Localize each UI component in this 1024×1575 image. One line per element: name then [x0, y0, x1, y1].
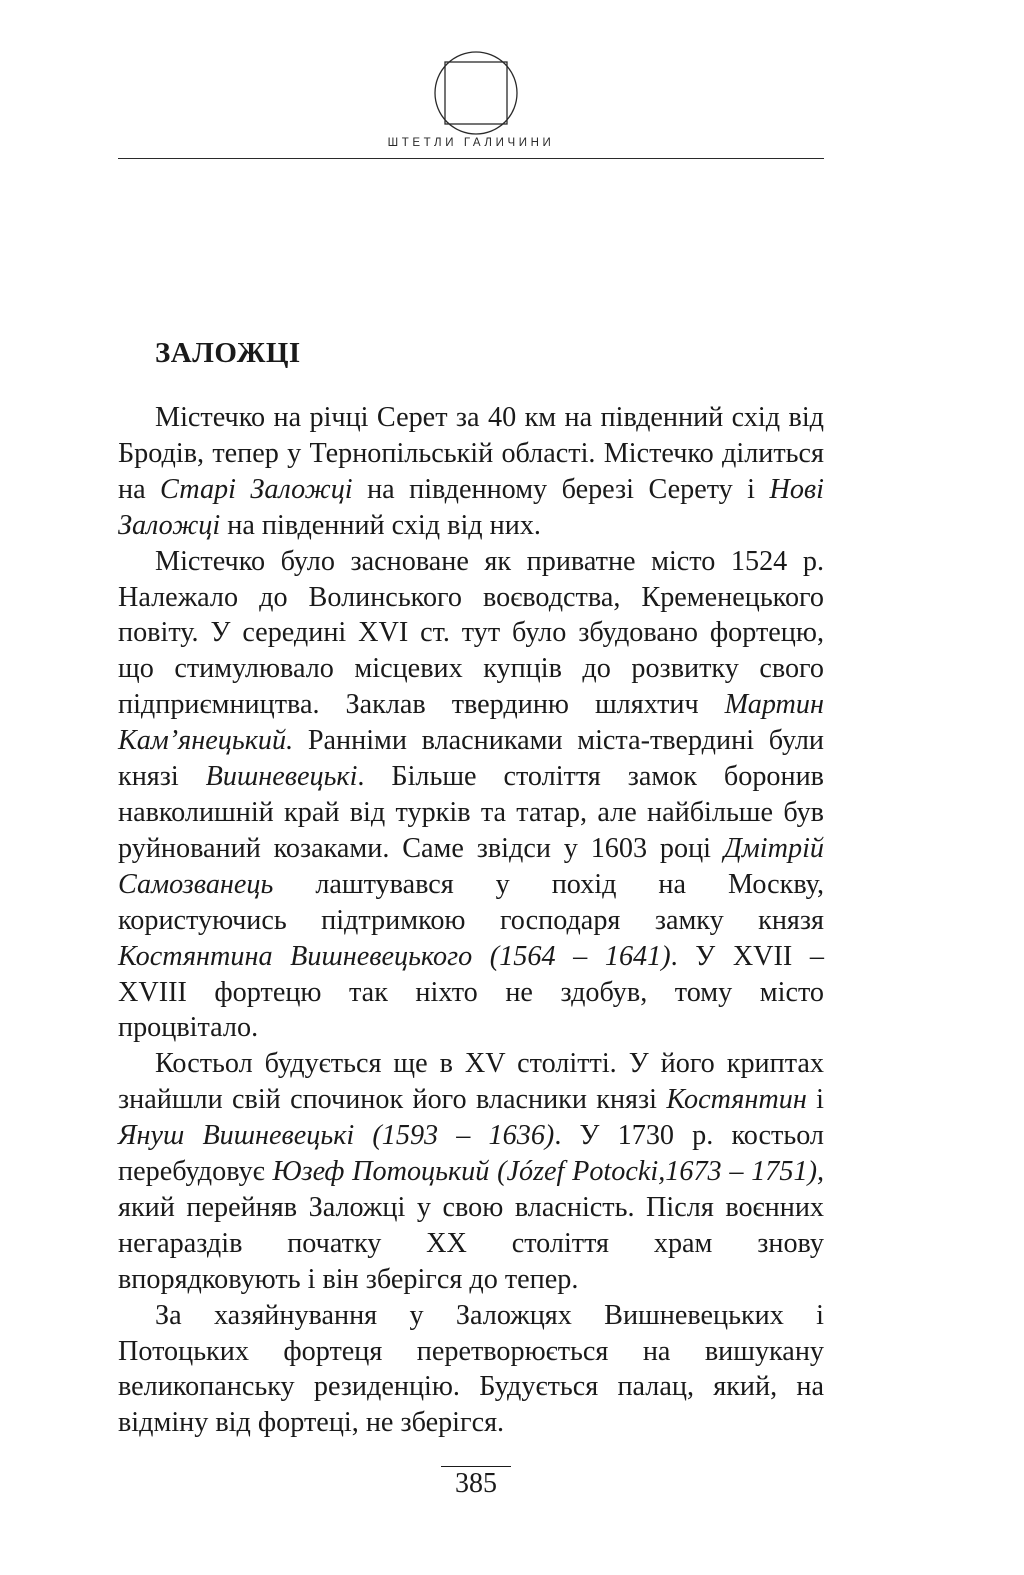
- text-run: і: [806, 1084, 824, 1116]
- text-run: Містечко на річці Серет за 40 км на південний схід від Бродів, тепер у Тернопільській області. Містечко ділиться на: [118, 402, 824, 505]
- person-name: Юзеф Потоцький (Józef Potocki,1673 – 1751),: [272, 1156, 824, 1188]
- place-name: Старі Заложці: [160, 473, 353, 505]
- person-name: Дмітрій Самозванець: [118, 832, 824, 900]
- text-run: який перейняв Заложці у свою власність. Після воєнних негараздів початку XX століття храм знову впорядковують і він зберігся до тепер.: [118, 1191, 824, 1295]
- text-run: . Більше століття замок боронив навколишній край від турків та татар, але найбільше був руйнований козаками. Саме звідси у 1603 році: [118, 761, 824, 864]
- paragraph: [118, 1046, 824, 1297]
- paragraph: [118, 544, 824, 1047]
- place-name: Нові Заложці: [118, 473, 824, 541]
- text-run: Костьол будується ще в XV столітті. У його криптах знайшли свій спочинок його власники князі: [118, 1048, 824, 1116]
- person-name: Януш Вишневецькі (1593 – 1636): [118, 1120, 555, 1152]
- paragraph: [118, 400, 824, 544]
- paragraph: [118, 1298, 824, 1442]
- article-body: [118, 400, 824, 1441]
- text-run: За хазяйнування у Заложцях Вишневецьких і Потоцьких фортеця перетворюється на вишукану великопанську резиденцію. Будується палац, який, на відміну від фортеці, не зберігся.: [118, 1299, 824, 1439]
- header-rule: [118, 158, 824, 159]
- page-number: 385: [441, 1466, 511, 1501]
- person-name: Вишневецькі: [205, 761, 358, 793]
- text-run: на південний схід від них.: [220, 509, 541, 541]
- text-run: на південному березі Серету і: [352, 473, 770, 505]
- running-head: ШТЕТЛИ ГАЛИЧИНИ: [387, 137, 555, 149]
- text-run: Ранніми власниками міста-твердині були князі: [118, 725, 824, 793]
- person-name: Мартин Кам’янецький.: [118, 689, 824, 757]
- text-run: . У 1730 р. костьол перебудовує: [118, 1120, 824, 1188]
- person-name: Костянтина Вишневецького (1564 – 1641): [118, 940, 671, 972]
- text-run: Містечко було засноване як приватне місто 1524 р. Належало до Волинського воєводства, Кременецького повіту. У середині XVI ст. тут було збудовано фортецю, що стимулювало місцевих купців до розвитку свого підприємництва. Заклав твердиню шляхтич: [118, 545, 824, 721]
- article-title: ЗАЛОЖЦІ: [155, 337, 301, 369]
- person-name: Костянтин: [666, 1084, 807, 1116]
- header-emblem-icon: [433, 50, 519, 136]
- text-run: лаштувався у похід на Москву, користуючись підтримкою господаря замку князя: [118, 868, 824, 936]
- text-run: . У XVII – XVIII фортецю так ніхто не здобув, тому місто процвітало.: [118, 940, 824, 1044]
